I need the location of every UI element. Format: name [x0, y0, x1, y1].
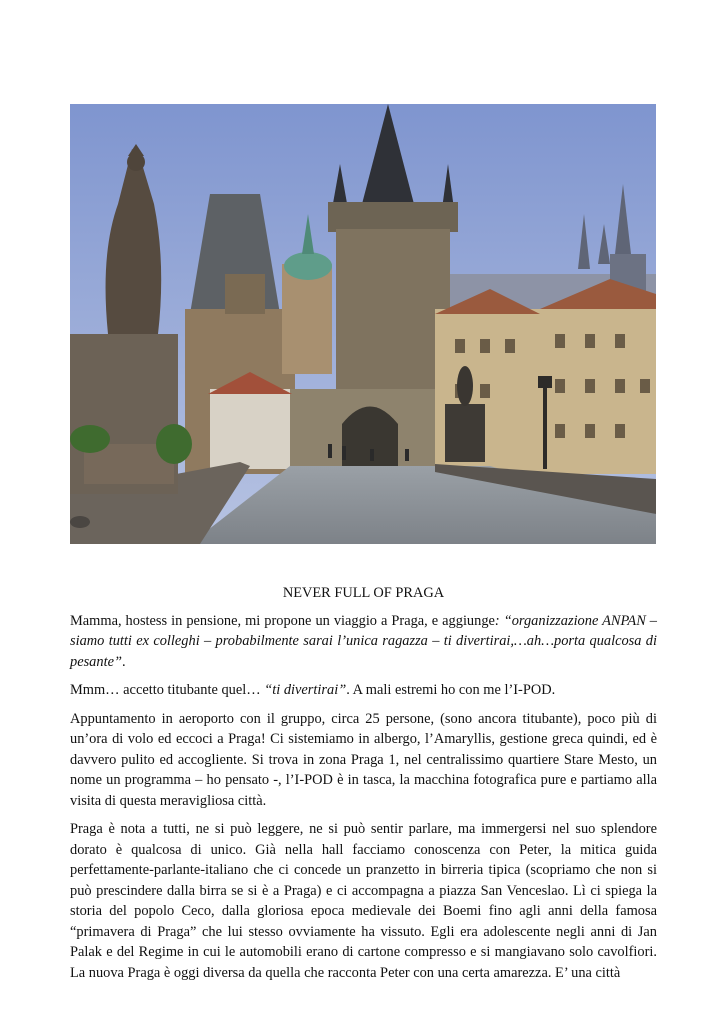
paragraph-3: Appuntamento in aeroporto con il gruppo, circa 25 persone, (sono ancora titubante), poco più di un’ora di volo ed eccoci a Praga! Ci sistemiamo in albergo, l’Amaryllis, gestione greca quindi, ed è davvero pulito ed accogliente. Si trova in zona Praga 1, nel centralissimo quartiere Stare Mesto, un nome un programma – ho pensato -, l’I-POD è in tasca, la macchina fotografica pure e partiamo alla visita di questa meravigliosa città. [70, 710, 657, 809]
paragraph-1-quote: : “organizzazione ANPAN – siamo tutti ex colleghi – probabilmente sarai l’unica ragazza – ti divertirai,…ah…porta qualcosa di pesante” [70, 612, 657, 670]
photo-illustration [70, 104, 656, 544]
paragraph-1 [70, 611, 657, 673]
paragraph-2-quote: “ti divertirai” [264, 682, 347, 698]
paragraph-4: Praga è nota a tutti, ne si può leggere, ne si può sentir parlare, ma immergersi nel suo splendore dorato è qualcosa di unico. Già nella hall facciamo conoscenza con Peter, la mitica guida perfettamente-parlante-italiano che ci concede un pranzetto in birreria tipica (scopriamo che non si può prescindere dalla birra se si è a Praga) e ci accompagna a piazza San Venceslao. Lì ci spiega la storia del popolo Ceco, dalla gloriosa epoca medievale dei Boemi fino agli anni della famosa “primavera di Praga” che lui stesso ovviamente ha vissuto. Egli era adolescente negli anni di Jan Palak e del Regime in cui le automobili erano di cartone compresso e si mangiavano solo cavolfiori. La nuova Praga è oggi diversa da quella che racconta Peter con una certa amarezza. E’ una città [70, 821, 657, 981]
paragraph-1-lead: Mamma, hostess in pensione, mi propone un viaggio a Praga, e aggiunge [70, 612, 495, 629]
paragraph-2-lead: Mmm… accetto titubante quel… [70, 682, 265, 698]
paragraph-2 [70, 680, 657, 701]
prague-bridge-photo [70, 104, 656, 544]
article-body [70, 583, 657, 991]
article-title: NEVER FULL OF PRAGA [282, 585, 445, 601]
paragraph-1-tail: . [121, 653, 126, 670]
paragraph-2-tail: . A mali estremi ho con me l’I-POD. [346, 682, 556, 698]
